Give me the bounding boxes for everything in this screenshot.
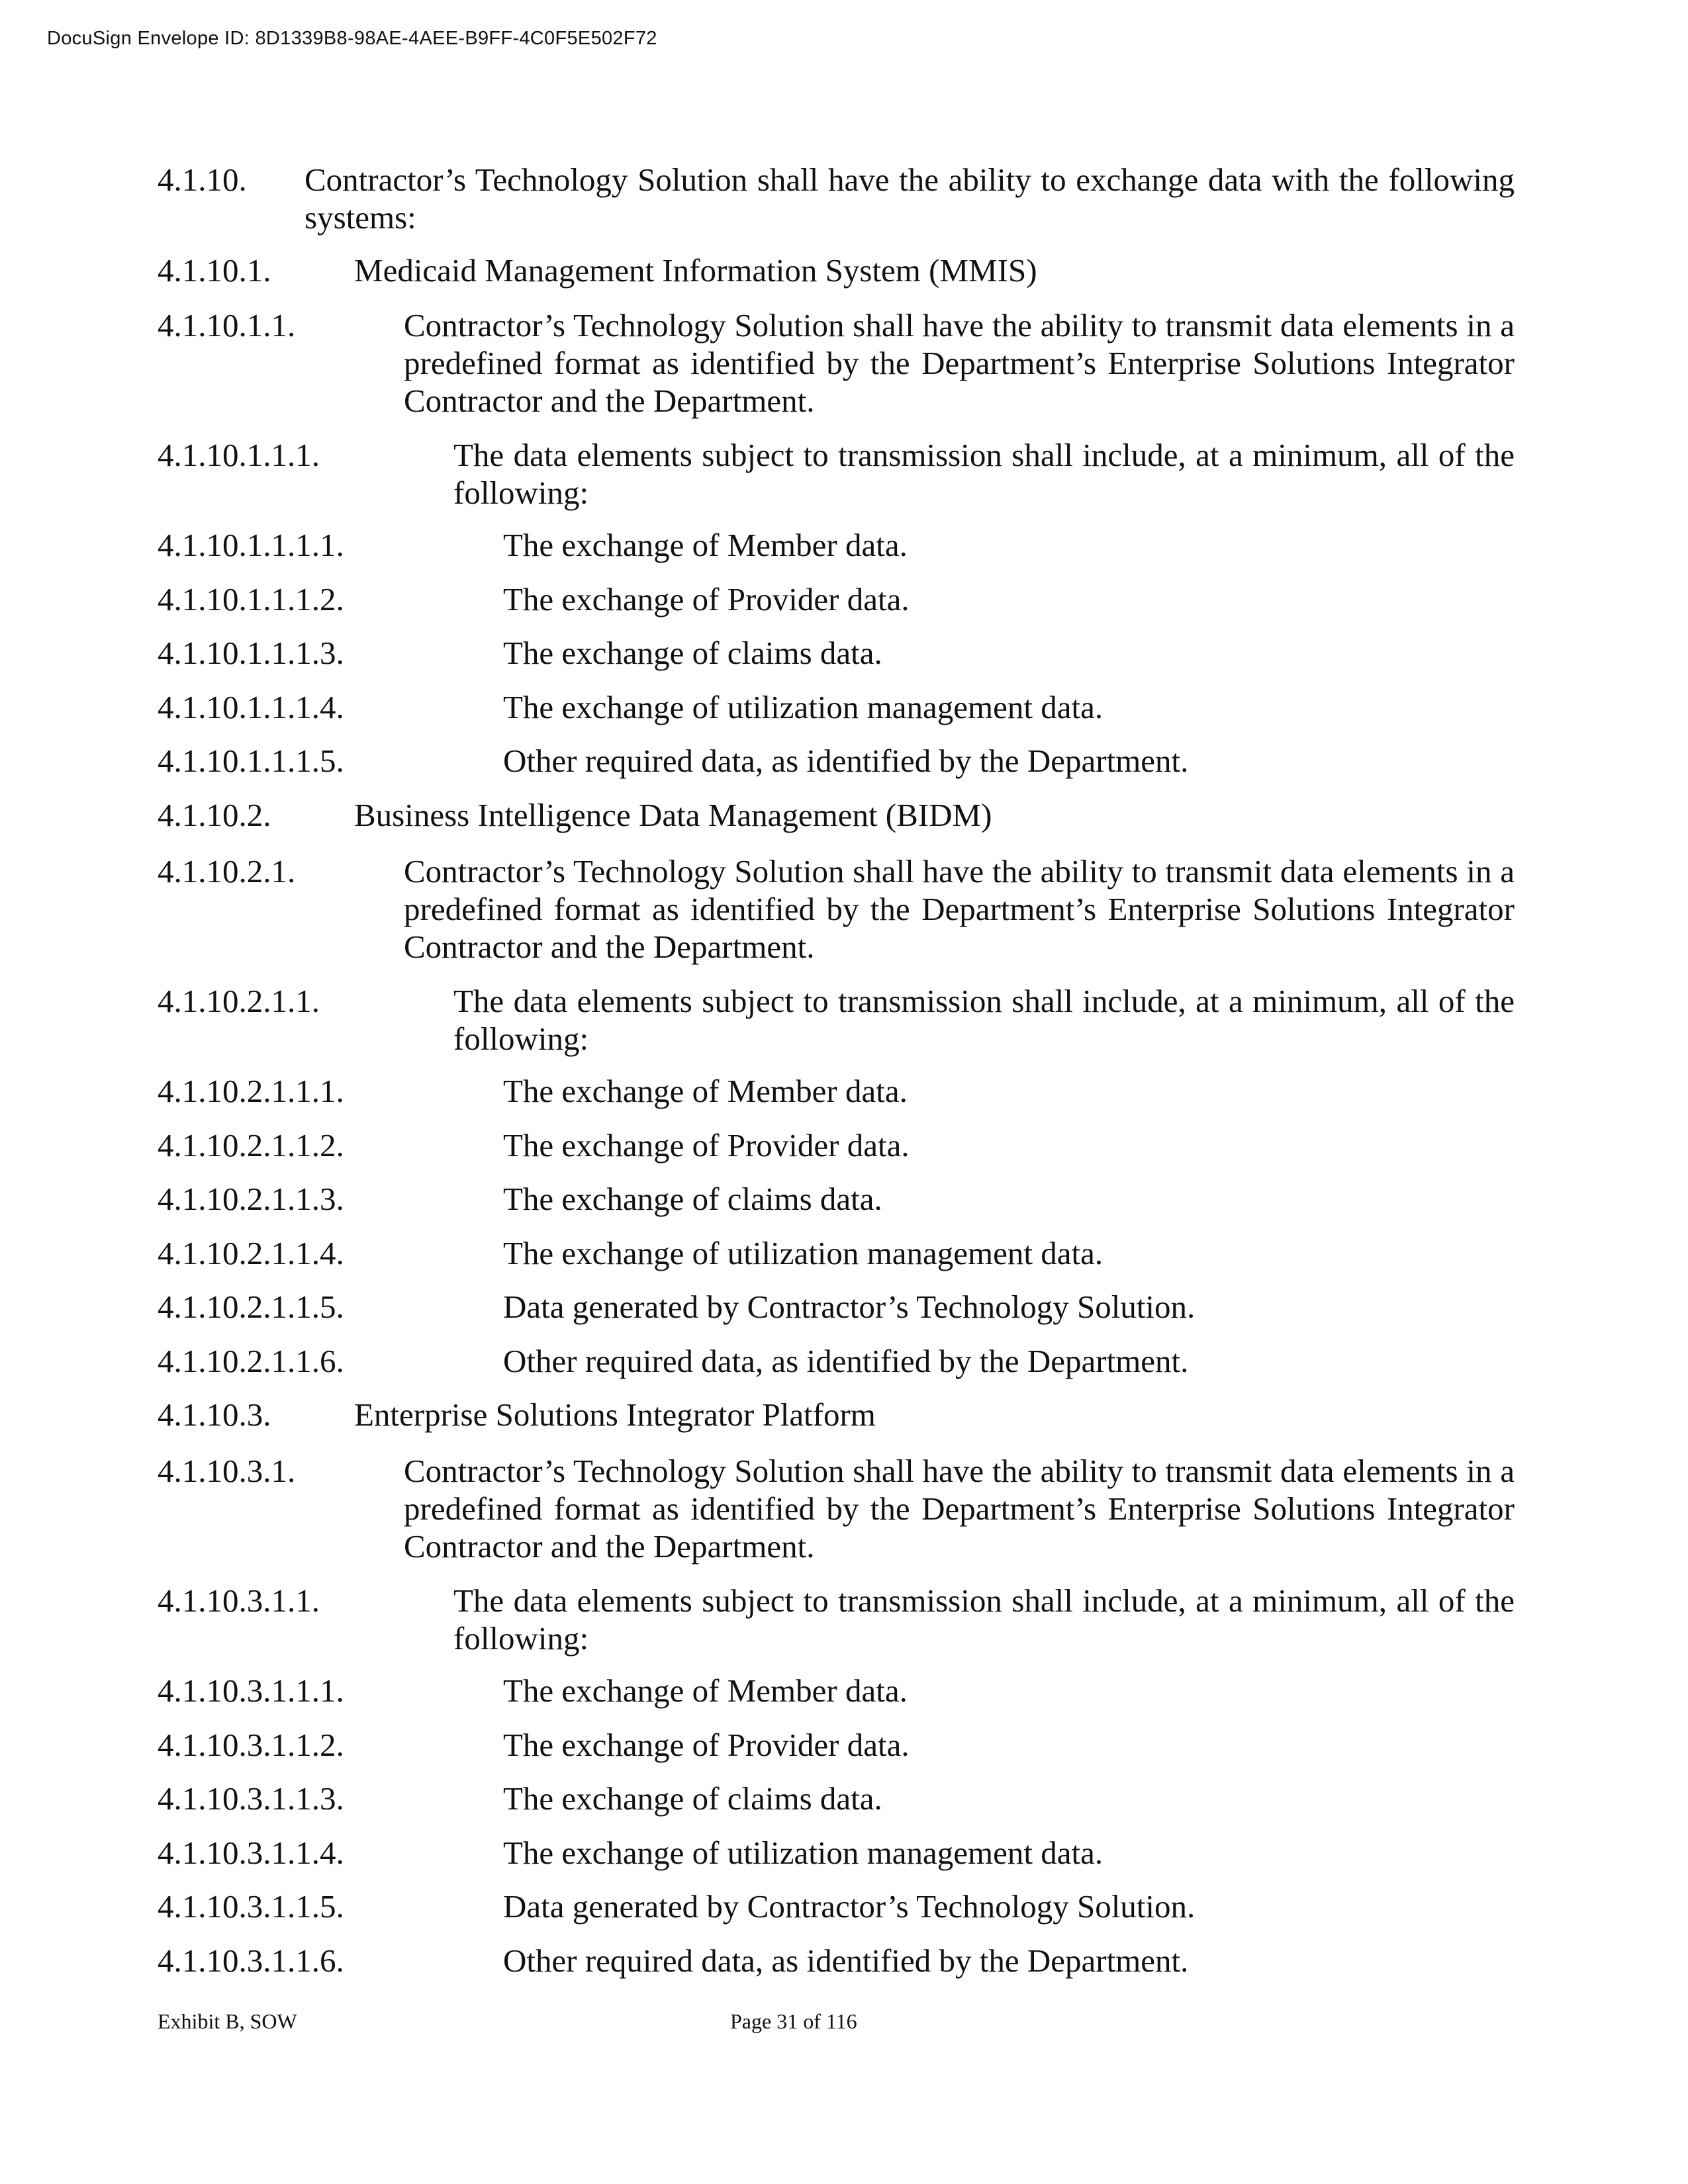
section-text: The exchange of Provider data.	[503, 1727, 910, 1763]
section-text: Enterprise Solutions Integrator Platform	[354, 1396, 876, 1433]
section-number: 4.1.10.3.1.1.6.	[158, 1942, 344, 1979]
section-text: Contractor’s Technology Solution shall have the ability to transmit data elements in a predefined format as identified by the Department’s Enterprise Solutions Integrator Contractor and the Department.	[404, 853, 1515, 965]
section-text: The exchange of utilization management data.	[503, 689, 1103, 725]
section-number: 4.1.10.	[158, 161, 247, 198]
section-text: Other required data, as identified by the Department.	[503, 1942, 1189, 1979]
section-number: 4.1.10.2.1.1.2.	[158, 1127, 344, 1163]
section-number: 4.1.10.3.1.1.1.	[158, 1672, 344, 1709]
section-text: The exchange of utilization management data.	[503, 1235, 1103, 1271]
section-text: The data elements subject to transmission shall include, at a minimum, all of the following:	[453, 437, 1515, 511]
section-text: Contractor’s Technology Solution shall have the ability to exchange data with the following systems:	[305, 161, 1515, 236]
envelope-id: DocuSign Envelope ID: 8D1339B8-98AE-4AEE-B9FF-4C0F5E502F72	[47, 28, 657, 49]
section-number: 4.1.10.2.1.1.4.	[158, 1235, 344, 1271]
section-number: 4.1.10.2.1.1.	[158, 983, 320, 1019]
section-number: 4.1.10.2.1.1.5.	[158, 1289, 344, 1325]
section-number: 4.1.10.1.1.1.1.	[158, 527, 344, 563]
section-text: The exchange of Member data.	[503, 527, 908, 563]
section-text: Data generated by Contractor’s Technology Solution.	[503, 1289, 1196, 1325]
section-text: The data elements subject to transmission shall include, at a minimum, all of the following:	[453, 983, 1515, 1057]
section-number: 4.1.10.1.1.1.	[158, 437, 320, 473]
section-number: 4.1.10.1.	[158, 252, 271, 289]
section-number: 4.1.10.1.1.1.2.	[158, 581, 344, 617]
section-number: 4.1.10.1.1.1.3.	[158, 635, 344, 671]
section-number: 4.1.10.3.1.1.3.	[158, 1780, 344, 1817]
section-number: 4.1.10.3.1.1.5.	[158, 1888, 344, 1925]
section-text: The exchange of claims data.	[503, 635, 882, 671]
section-number: 4.1.10.3.1.1.	[158, 1582, 320, 1619]
section-number: 4.1.10.2.	[158, 797, 271, 833]
section-text: The data elements subject to transmission shall include, at a minimum, all of the following:	[453, 1582, 1515, 1657]
section-number: 4.1.10.2.1.1.6.	[158, 1343, 344, 1379]
section-number: 4.1.10.2.1.1.1.	[158, 1073, 344, 1109]
section-text: Medicaid Management Information System (MMIS)	[354, 252, 1037, 289]
section-number: 4.1.10.3.	[158, 1396, 271, 1433]
section-text: Contractor’s Technology Solution shall have the ability to transmit data elements in a predefined format as identified by the Department’s Enterprise Solutions Integrator Contractor and the Department.	[404, 307, 1515, 419]
section-text: Other required data, as identified by the Department.	[503, 743, 1189, 779]
section-text: Contractor’s Technology Solution shall have the ability to transmit data elements in a predefined format as identified by the Department’s Enterprise Solutions Integrator Contractor and the Department.	[404, 1453, 1515, 1565]
section-text: Business Intelligence Data Management (BIDM)	[354, 797, 992, 833]
section-number: 4.1.10.2.1.	[158, 853, 296, 889]
section-number: 4.1.10.1.1.	[158, 307, 296, 343]
section-number: 4.1.10.3.1.1.4.	[158, 1835, 344, 1871]
section-text: The exchange of Provider data.	[503, 581, 910, 617]
section-number: 4.1.10.3.1.	[158, 1453, 296, 1489]
section-text: Other required data, as identified by the Department.	[503, 1343, 1189, 1379]
section-text: Data generated by Contractor’s Technology Solution.	[503, 1888, 1196, 1925]
section-text: The exchange of utilization management data.	[503, 1835, 1103, 1871]
section-text: The exchange of Member data.	[503, 1672, 908, 1709]
section-number: 4.1.10.1.1.1.4.	[158, 689, 344, 725]
footer-page-number: Page 31 of 116	[730, 2009, 857, 2033]
section-text: The exchange of claims data.	[503, 1181, 882, 1217]
section-number: 4.1.10.1.1.1.5.	[158, 743, 344, 779]
footer-exhibit: Exhibit B, SOW	[158, 2009, 297, 2033]
section-number: 4.1.10.2.1.1.3.	[158, 1181, 344, 1217]
section-number: 4.1.10.3.1.1.2.	[158, 1727, 344, 1763]
section-text: The exchange of claims data.	[503, 1780, 882, 1817]
section-text: The exchange of Provider data.	[503, 1127, 910, 1163]
section-text: The exchange of Member data.	[503, 1073, 908, 1109]
